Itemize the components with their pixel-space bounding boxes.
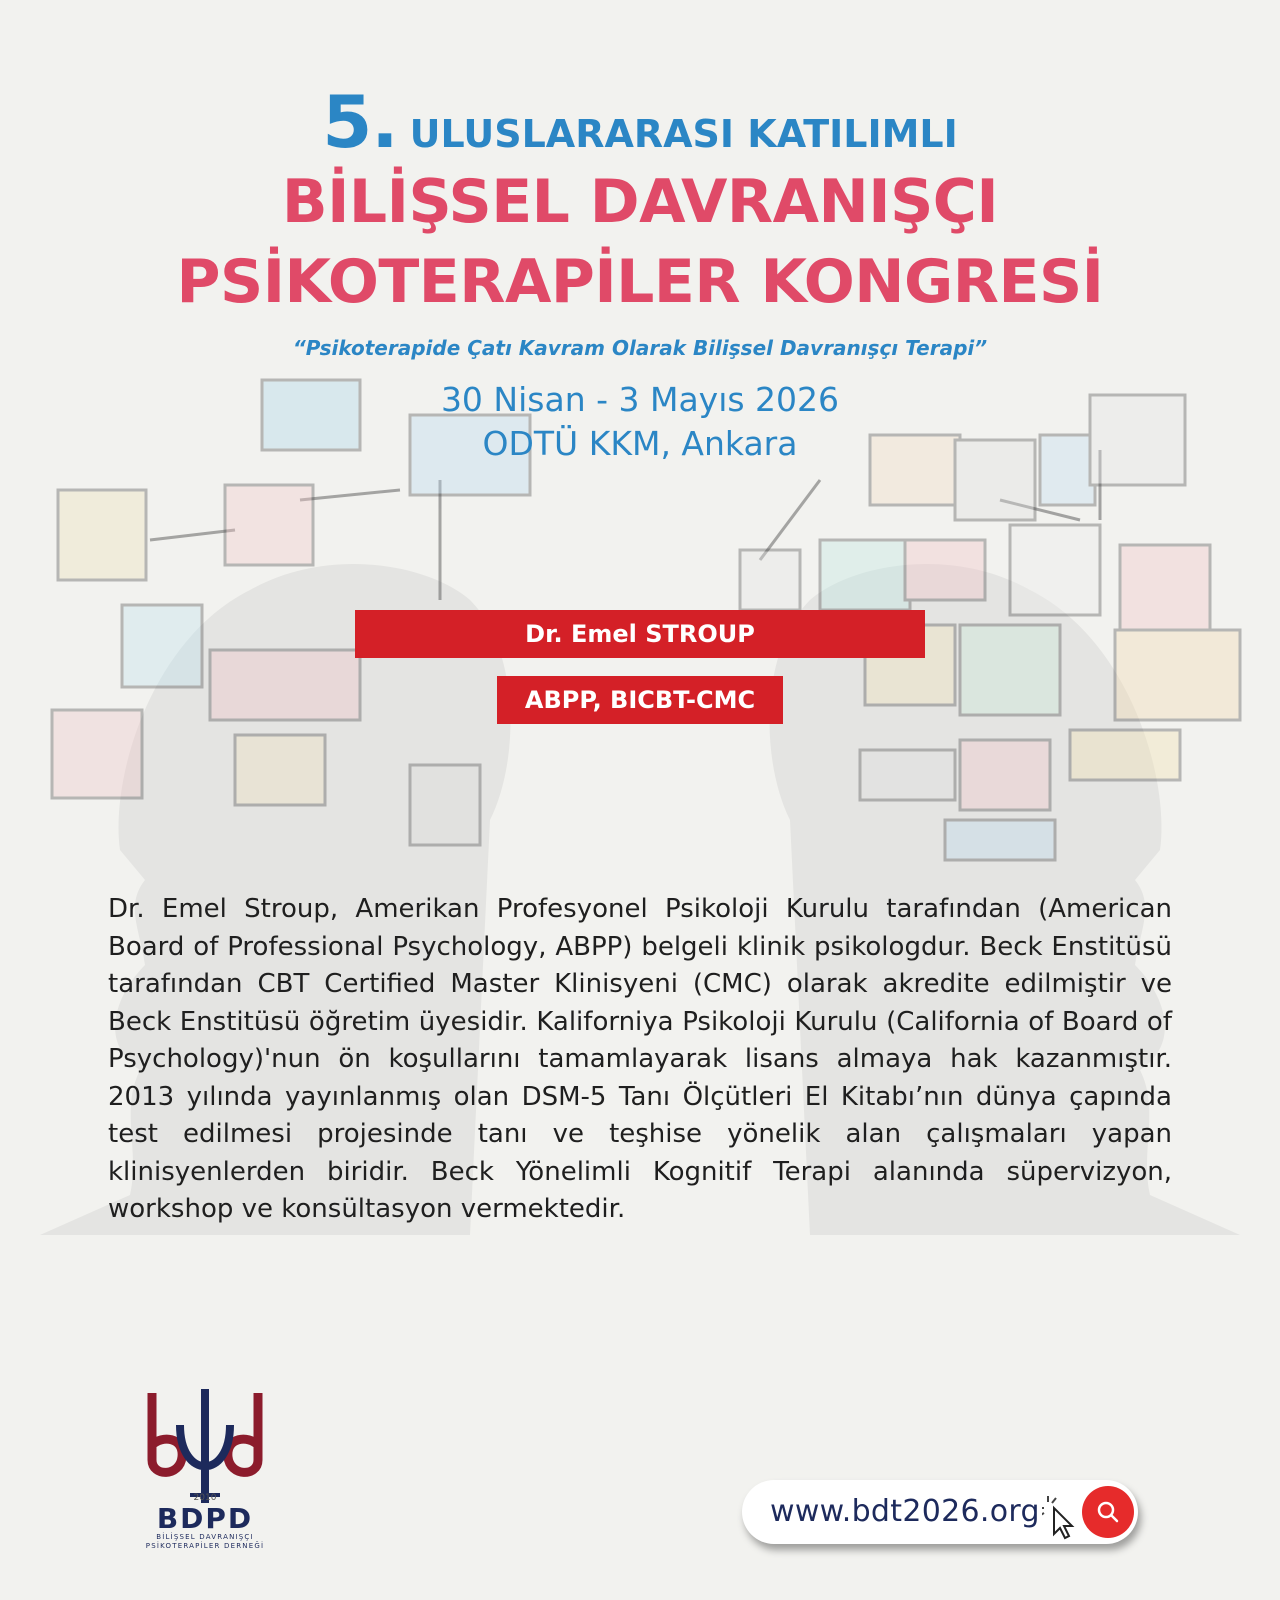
congress-title-line-2: PSİKOTERAPİLER KONGRESİ xyxy=(176,247,1104,317)
speaker-credentials-banner xyxy=(497,676,783,724)
search-icon xyxy=(1096,1500,1120,1524)
congress-theme: “Psikoterapide Çatı Kavram Olarak Bilişsel Davranışçı Terapi” xyxy=(292,336,988,360)
speaker-name-banner xyxy=(355,610,925,658)
international-label: ULUSLARARASI KATILIMLI xyxy=(409,112,958,156)
speaker-bio: Dr. Emel Stroup, Amerikan Profesyonel Psikoloji Kurulu tarafından (American Board of Professional Psychology, ABPP) belgeli klinik psikologdur. Beck Enstitüsü tarafından CBT Certified Master Klinisyeni (CMC) olarak akredite edilmiştir ve Beck Enstitüsü öğretim üyesidir. Kaliforniya Psikoloji Kurulu (California of Board of Psychology)'nun ön koşullarını tamamlayarak lisans almaya hak kazanmıştır. 2013 yılında yayınlanmış olan DSM-5 Tanı Ölçütleri El Kitabı’nın dünya çapında test edilmesi projesinde tanı ve teşhise yönelik alan çalışmaları yapan klinisyenlerden biridir. Beck Yönelimli Kognitif Terapi alanında süpervizyon, workshop ve konsültasyon vermektedir. xyxy=(108,894,1172,1224)
edition-number: 5. xyxy=(322,80,398,164)
congress-date: 30 Nisan - 3 Mayıs 2026 xyxy=(440,380,840,419)
logo-full-name-line-2: PSİKOTERAPİLER DERNEĞİ xyxy=(145,1542,265,1550)
logo-year: 2010 xyxy=(193,1493,217,1503)
logo-abbreviation: BDPD xyxy=(156,1502,254,1535)
search-button[interactable] xyxy=(1082,1486,1134,1538)
congress-venue: ODTÜ KKM, Ankara xyxy=(482,424,798,463)
logo-psi-symbol xyxy=(180,1389,230,1503)
pointer-cursor-icon xyxy=(1042,1494,1082,1540)
speaker-credentials: ABPP, BICBT-CMC xyxy=(524,686,756,714)
congress-title-line-1: BİLİŞSEL DAVRANIŞÇI xyxy=(281,167,999,237)
header-line-1 xyxy=(0,80,1280,162)
website-search-bar[interactable] xyxy=(742,1480,1138,1544)
speaker-name: Dr. Emel STROUP xyxy=(525,620,755,648)
website-url[interactable]: www.bdt2026.org xyxy=(770,1494,1040,1529)
congress-header xyxy=(0,80,1280,466)
logo-full-name-line-1: BİLİŞSEL DAVRANIŞÇI xyxy=(156,1533,254,1541)
logo-text xyxy=(140,1493,270,1551)
